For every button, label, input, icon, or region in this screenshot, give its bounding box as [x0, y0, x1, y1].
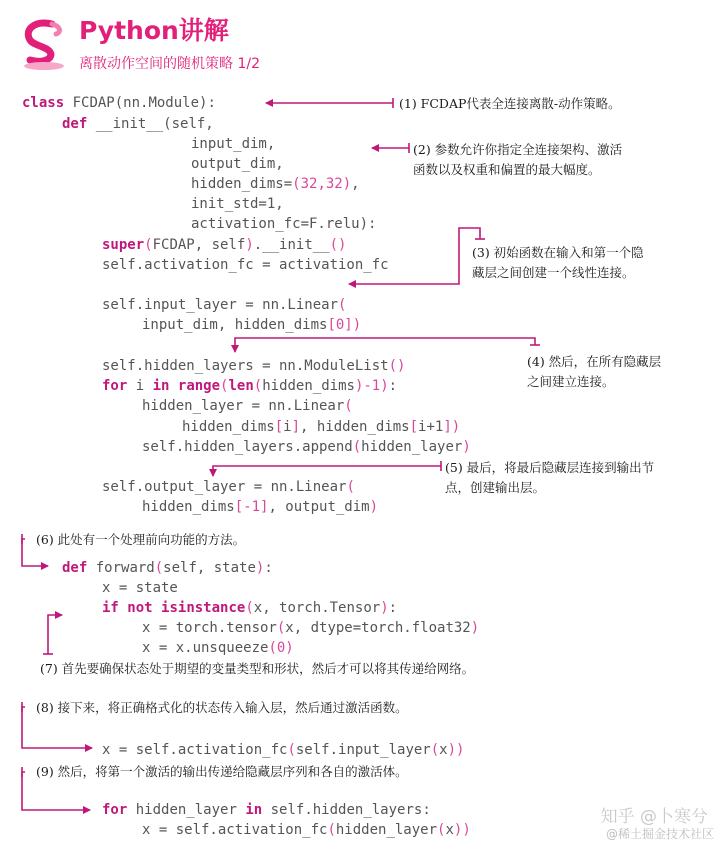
note-5: (5) 最后，将最后隐藏层连接到输出节点，创建输出层。	[445, 460, 655, 495]
note-1: (1) FCDAP代表全连接离散-动作策略。	[399, 96, 621, 111]
note-2: (2) 参数允许你指定全连接架构、激活函数以及权重和偏置的最大幅度。	[413, 142, 623, 177]
note-7: (7) 首先要确保状态处于期望的变量类型和形状，然后才可以将其传递给网络。	[40, 661, 475, 676]
note-8: (8) 接下来，将正确格式化的状态传入输入层，然后通过激活函数。	[36, 700, 408, 715]
note-4: (4) 然后，在所有隐藏层之间建立连接。	[527, 354, 662, 389]
note-3: (3) 初始函数在输入和第一个隐藏层之间创建一个线性连接。	[472, 245, 644, 280]
watermark: 知乎 @卜寒兮	[600, 807, 708, 827]
note-9: (9) 然后，将第一个激活的输出传递给隐藏层序列和各自的激活体。	[36, 764, 408, 779]
page-subtitle: 离散动作空间的随机策略 1/2	[79, 56, 260, 72]
note-6: (6) 此处有一个处理前向功能的方法。	[36, 532, 246, 547]
page-title: Python讲解	[79, 16, 229, 45]
watermark-secondary: @稀土掘金技术社区	[605, 827, 714, 841]
